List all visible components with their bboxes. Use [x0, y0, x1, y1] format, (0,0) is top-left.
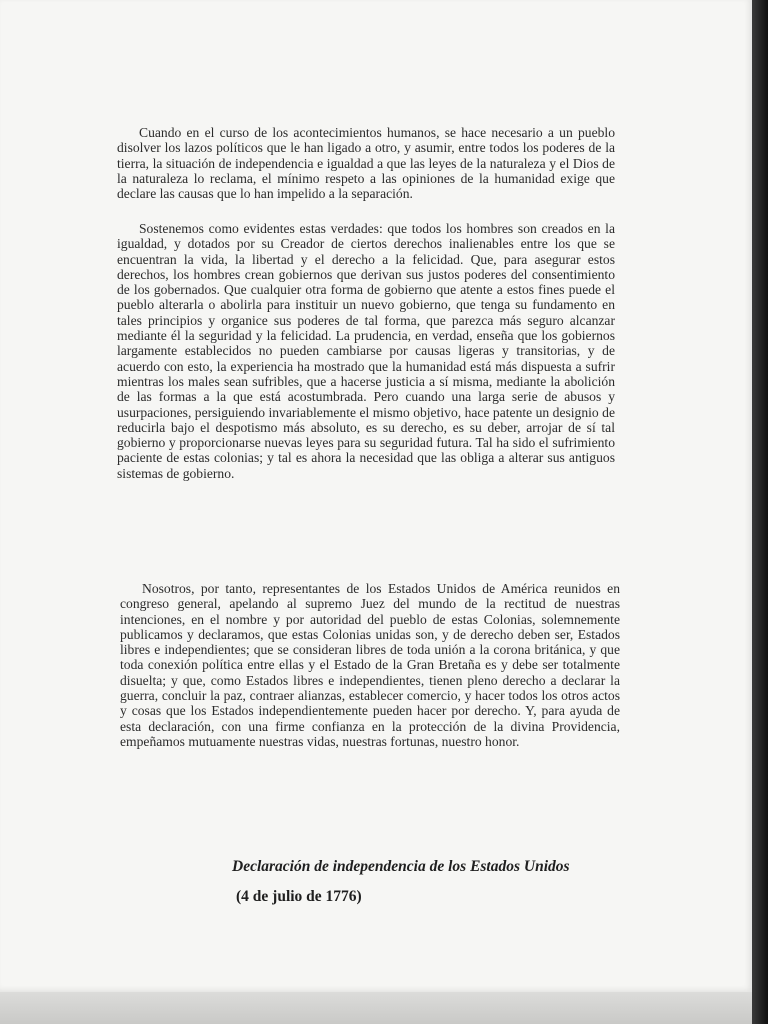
source-date: (4 de julio de 1776) [236, 888, 362, 905]
scanner-bottom-band [0, 992, 752, 1024]
paragraph-declaration: Nosotros, por tanto, representantes de los Estados Unidos de América reunidos en congreso general, apelando al supremo Juez del mundo de la rectitud de nuestras intenciones, en el nombre y por autoridad del pueblo de estas Colonias, solemnemente publicamos y declaramos, que estas Colonias unidas son, y de derecho deben ser, Estados libres e independientes; que se consideran libres de toda unión a la corona británica, y que toda conexión política entre ellas y el Estado de la Gran Bretaña es y debe ser totalmente disuelta; y que, como Estados libres e independientes, tienen pleno derecho a declarar la guerra, concluir la paz, contraer alianzas, establecer comercio, y hacer todos los otros actos y cosas que los Estados independientemente pueden hacer por derecho. Y, para ayuda de esta declaración, con una firme confianza en la protección de la divina Providencia, empeñamos mutuamente nuestras vidas, nuestras fortunas, nuestro honor. [120, 581, 620, 749]
source-title: Declaración de independencia de los Estados Unidos [232, 858, 570, 875]
scanner-right-edge [752, 0, 768, 1024]
paragraph-self-evident-truths: Sostenemos como evidentes estas verdades: que todos los hombres son creados en la igualdad, y dotados por su Creador de ciertos derechos inalienables entre los que se encuentran la vida, la libertad y el derecho a la felicidad. Que, para asegurar estos derechos, los hombres crean gobiernos que derivan sus justos poderes del consentimiento de los gobernados. Que cualquier otra forma de gobierno que atente a estos fines puede el pueblo alterarla o abolirla para instituir un nuevo gobierno, que tenga su fundamento en tales principios y organice sus poderes de tal forma, que parezca más seguro alcanzar mediante él la seguridad y la felicidad. La prudencia, en verdad, enseña que los gobiernos largamente establecidos no pueden cambiarse por causas ligeras y transitorias, y de acuerdo con esto, la experiencia ha mostrado que la humanidad está más dispuesta a sufrir mientras los males sean sufribles, que a hacerse justicia a sí misma, mediante la abolición de las formas a la que está acostumbrada. Pero cuando una larga serie de abusos y usurpaciones, persiguiendo invariablemente el mismo objetivo, hace patente un designio de reducirla bajo el despotismo más absoluto, es su derecho, es su deber, arrojar de sí tal gobierno y proporcionarse nuevas leyes para su seguridad futura. Tal ha sido el sufrimiento paciente de estas colonias; y tal es ahora la necesidad que las obliga a alterar sus antiguos sistemas de gobierno. [117, 221, 615, 481]
paragraph-preamble: Cuando en el curso de los acontecimientos humanos, se hace necesario a un pueblo disolver los lazos políticos que le han ligado a otro, y asumir, entre todos los poderes de la tierra, la situación de independencia e igualdad a que las leyes de la naturaleza y el Dios de la naturaleza lo reclama, el mínimo respeto a las opiniones de la humanidad exige que declare las causas que lo han impelido a la separación. [117, 125, 615, 202]
